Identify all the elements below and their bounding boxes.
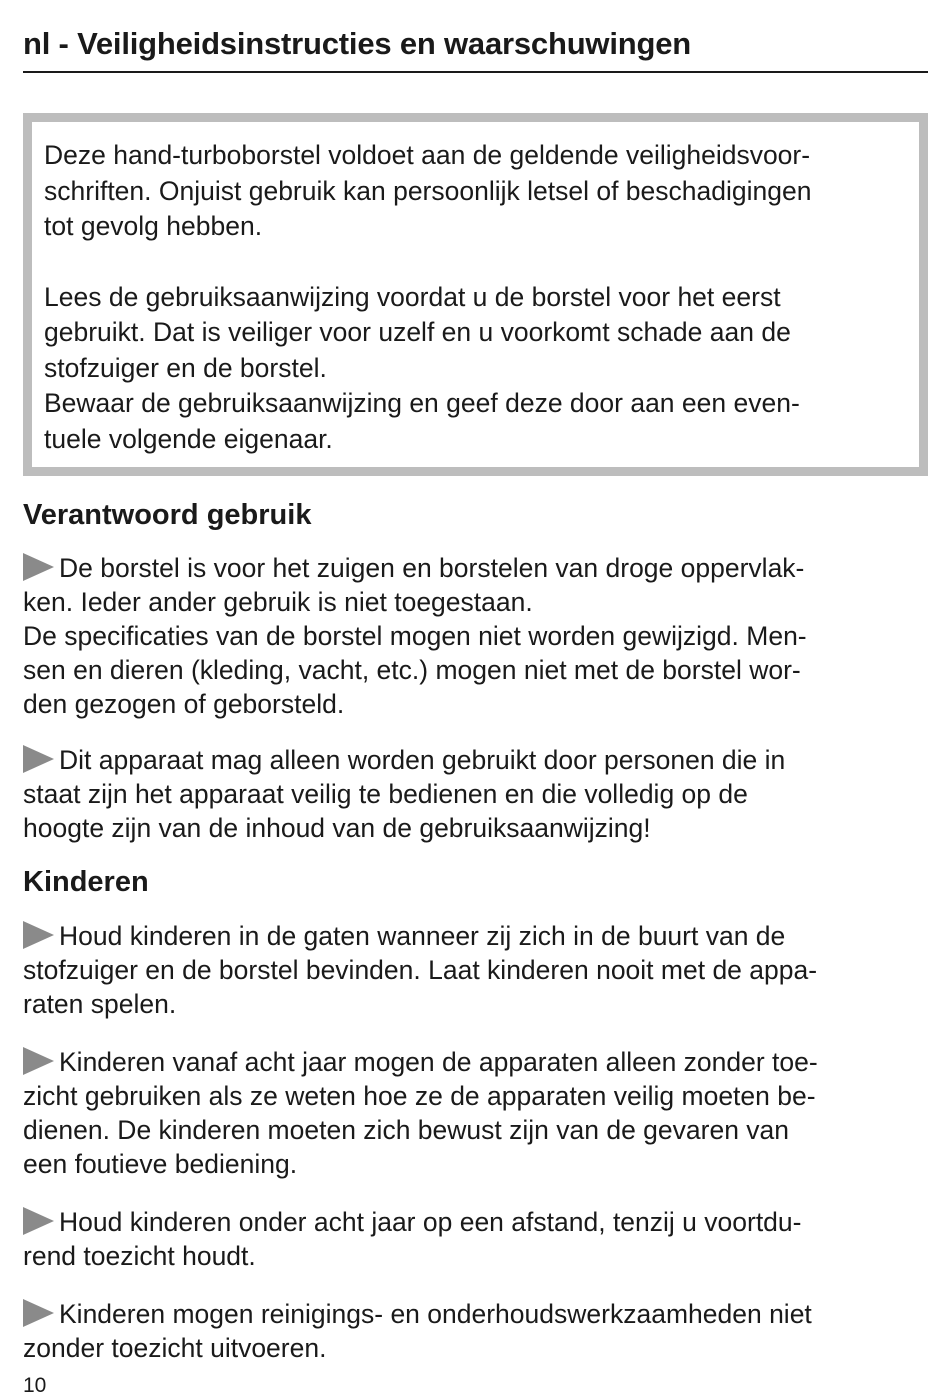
notice-paragraph: Lees de gebruiksaanwijzing voordat u de borstel voor het eerst gebruikt. Dat is veiliger voor uzelf en u voorkomt schade aan de stofzuiger en de borstel. [44, 281, 791, 383]
triangle-arrow-right-icon [23, 1207, 54, 1235]
item-text: Dit apparaat mag alleen worden gebruikt door personen die in staat zijn het apparaat veilig te bedienen en die volledig op de hoogte zijn van de inhoud van de gebruiksaanwijzing! [23, 745, 786, 843]
triangle-arrow-right-icon [23, 921, 54, 949]
list-item [23, 1045, 928, 1181]
item-text: Kinderen mogen reinigings- en onderhoudswerkzaamheden niet zonder toezicht uitvoeren. [23, 1299, 812, 1363]
notice-paragraph: Deze hand-turboborstel voldoet aan de geldende veiligheidsvoor- schriften. Onjuist gebruik kan persoonlijk letsel of beschadigingen tot gevolg hebben. [44, 140, 812, 241]
safety-notice-box [23, 113, 928, 476]
triangle-arrow-right-icon [23, 1047, 54, 1075]
list-item [23, 551, 928, 721]
instruction-list [23, 919, 928, 1365]
list-item [23, 919, 928, 1021]
notice-paragraph: Bewaar de gebruiksaanwijzing en geef deze door aan een even- tuele volgende eigenaar. [44, 388, 800, 454]
triangle-arrow-right-icon [23, 1299, 54, 1327]
item-text: Kinderen vanaf acht jaar mogen de apparaten alleen zonder toe- zicht gebruiken als ze weten hoe ze de apparaten veilig moeten be- dienen. De kinderen moeten zich bewust zijn van de gevaren van een foutieve bediening. [23, 1047, 818, 1179]
triangle-arrow-right-icon [23, 553, 54, 581]
section-kinderen [23, 865, 928, 1365]
page-title: nl - Veiligheidsinstructies en waarschuwingen [23, 26, 928, 73]
item-text: Houd kinderen in de gaten wanneer zij zich in de buurt van de stofzuiger en de borstel bevinden. Laat kinderen nooit met de appa- raten spelen. [23, 921, 818, 1019]
section-heading: Verantwoord gebruik [23, 499, 312, 531]
item-extra-text: De specificaties van de borstel mogen niet worden gewijzigd. Men- sen en dieren (kleding, vacht, etc.) mogen niet met de borstel wor- den gezogen of geborsteld. [23, 621, 807, 719]
list-item [23, 743, 928, 845]
page-number: 10 [23, 1374, 47, 1397]
list-item [23, 1297, 928, 1365]
instruction-list [23, 551, 928, 845]
section-verantwoord-gebruik [23, 498, 928, 845]
section-heading: Kinderen [23, 866, 149, 898]
item-text: De borstel is voor het zuigen en borstelen van droge oppervlak- ken. Ieder ander gebruik is niet toegestaan. [23, 553, 805, 617]
document-page [23, 0, 928, 1365]
triangle-arrow-right-icon [23, 745, 54, 773]
item-text: Houd kinderen onder acht jaar op een afstand, tenzij u voortdu- rend toezicht houdt. [23, 1207, 802, 1271]
list-item [23, 1205, 928, 1273]
